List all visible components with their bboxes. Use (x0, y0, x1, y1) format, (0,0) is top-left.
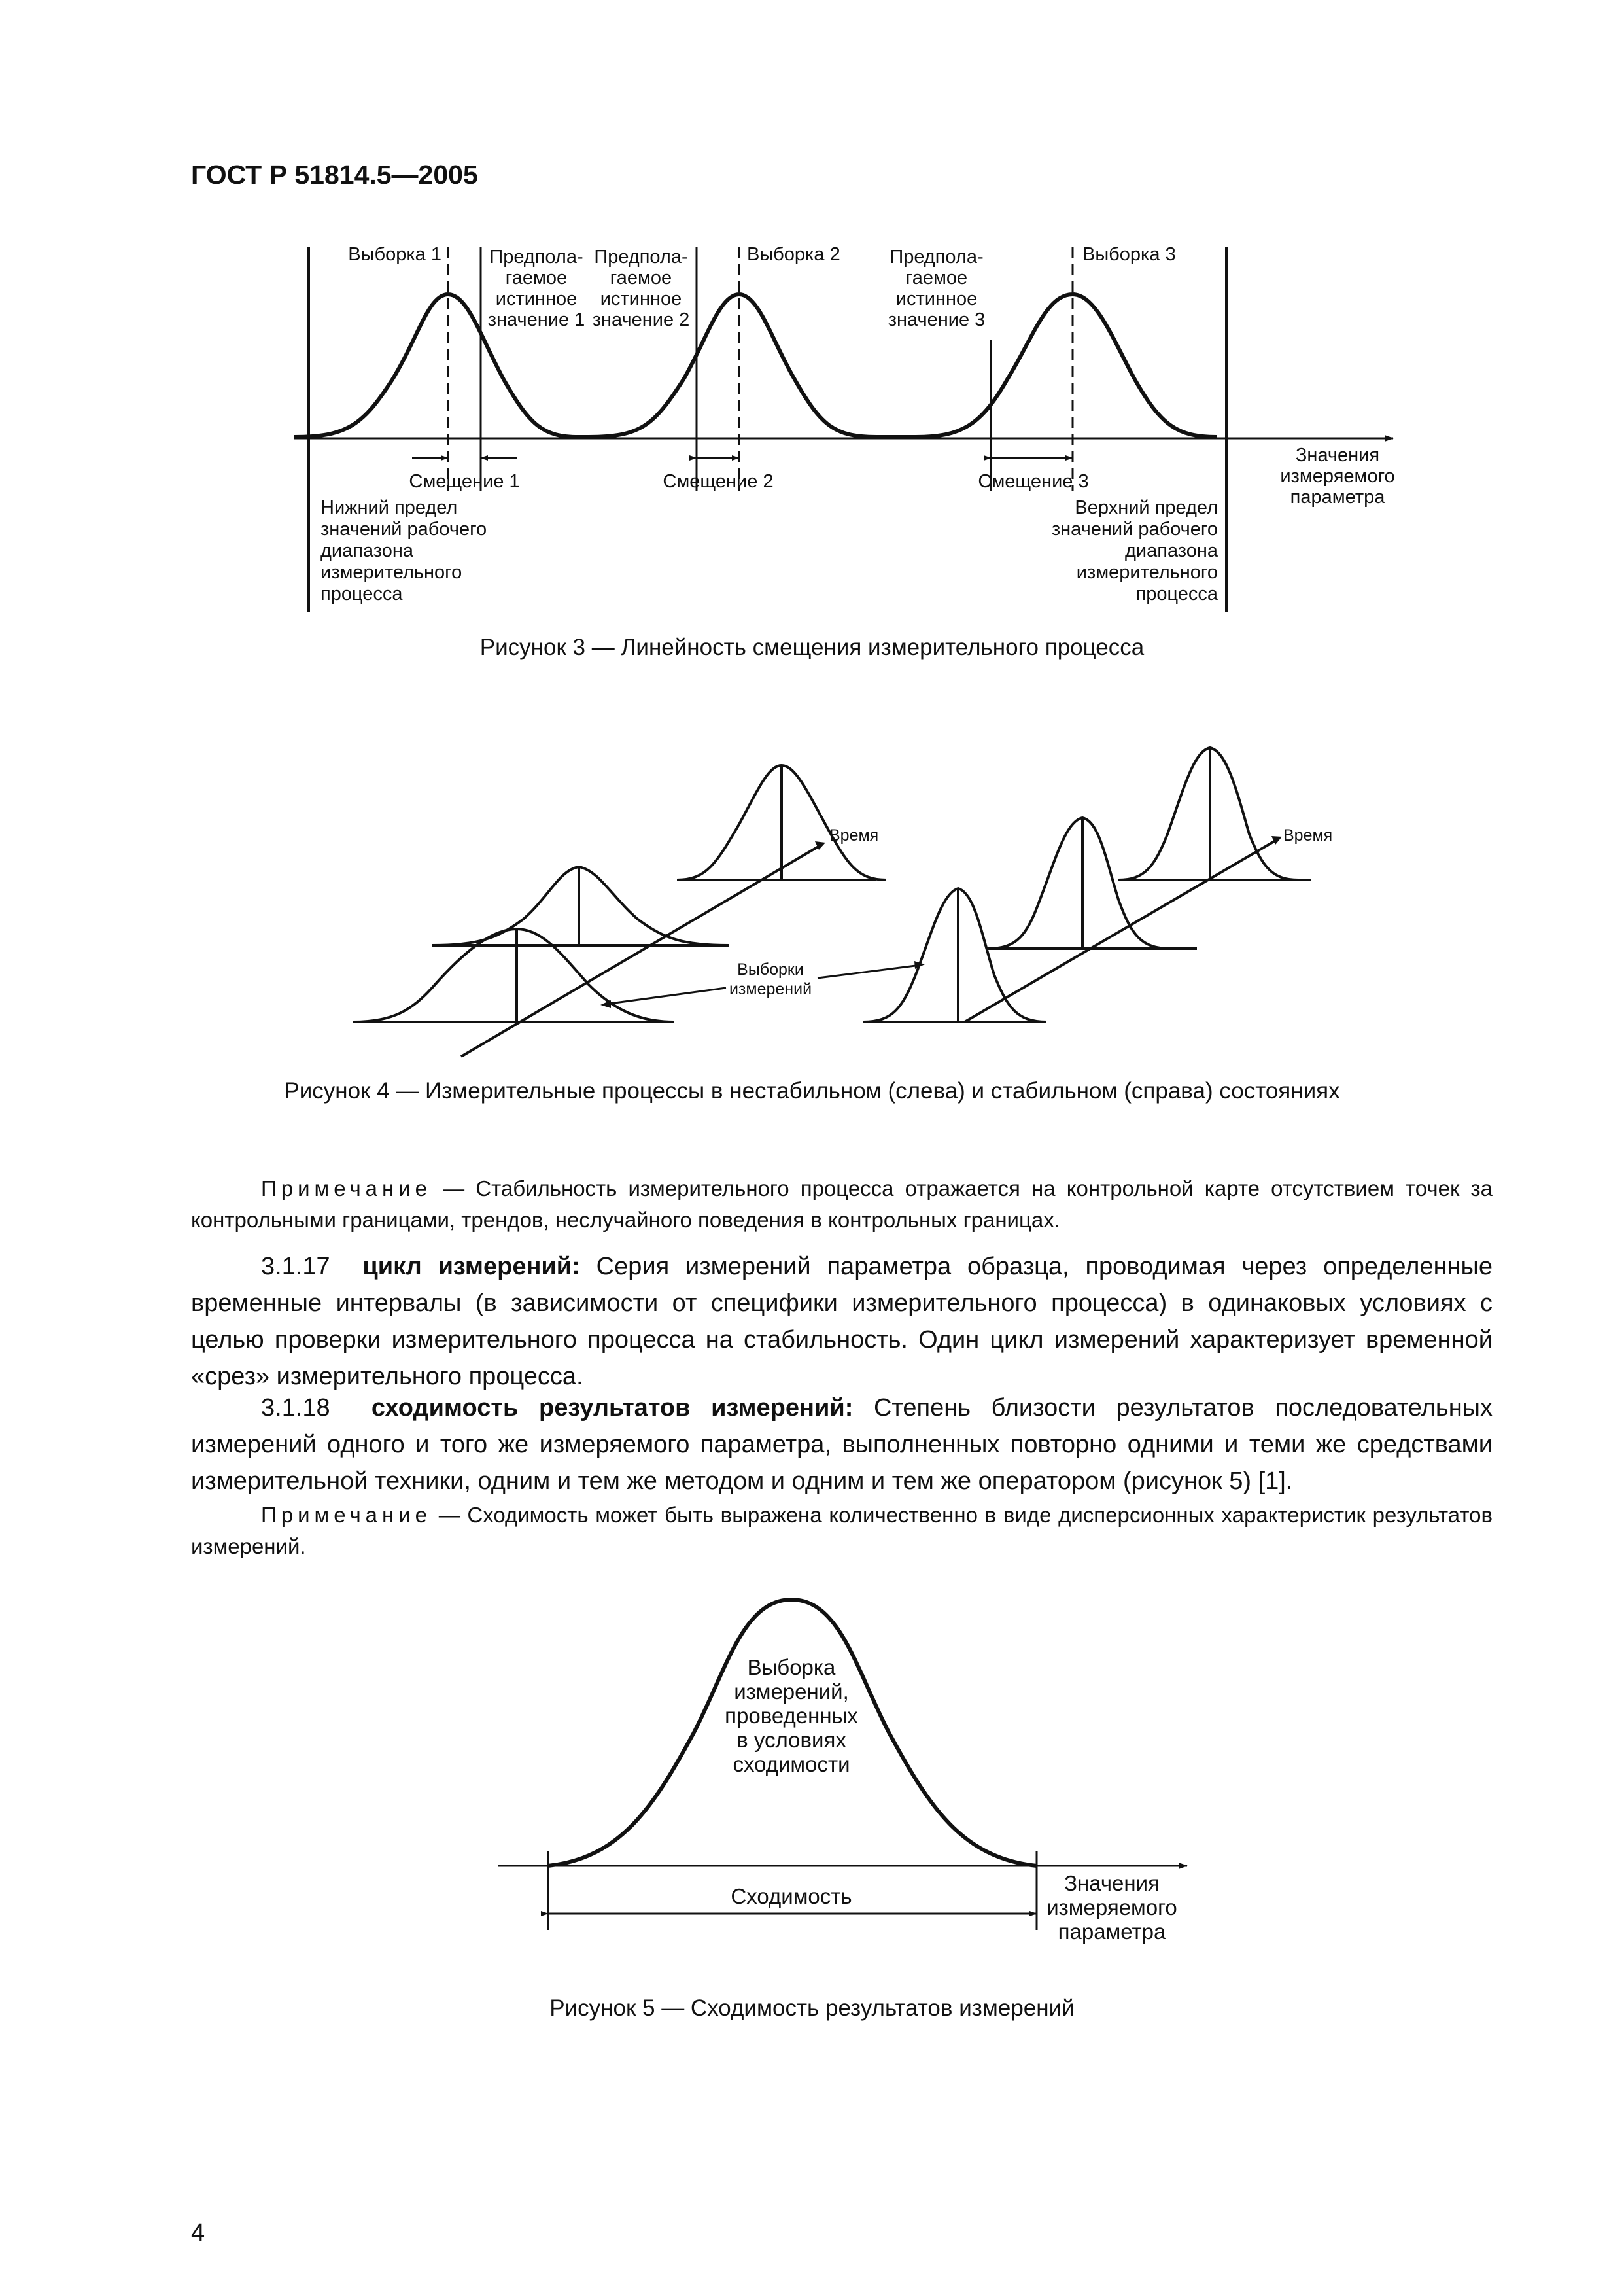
upper-limit-line5: процесса (1135, 584, 1218, 604)
sample-3-label: Выборка 3 (1082, 244, 1176, 265)
true-value-2-line3: истинное (600, 289, 682, 309)
lower-limit-line2: значений рабочего (320, 519, 487, 540)
true-value-2-line2: гаемое (610, 268, 672, 289)
samples-label-line1: Выборки (737, 960, 804, 979)
lower-limit-line5: процесса (320, 584, 403, 604)
true-value-2-line1: Предпола- (594, 247, 688, 268)
true-value-3-line3: истинное (895, 289, 978, 309)
document-code: ГОСТ Р 51814.5—2005 (191, 160, 478, 190)
fig5-axis-label-line2: измеряемого (1046, 1895, 1177, 1919)
true-value-1-line1: Предпола- (489, 247, 583, 268)
section-3-1-17-text: Серия измерений параметра образца, проводимая через определенные временные интервалы (в зависимости от специфики измерительного процесса) в одинаковых условиях с целью проверки измерительного процесса на стабильность. Один цикл измерений характеризует временной «срез» измерительного процесса. (191, 1253, 1493, 1390)
fig5-curve-label-line5: сходимости (733, 1752, 850, 1776)
true-value-1-line4: значение 1 (487, 309, 585, 330)
section-3-1-17-term: цикл измерений: (362, 1253, 580, 1280)
section-3-1-18-number: 3.1.18 (261, 1394, 330, 1422)
note-1-label: Примечание (261, 1176, 432, 1200)
true-value-3-line2: гаемое (905, 268, 968, 289)
time-label-left: Время (829, 826, 879, 845)
true-value-3-line4: значение 3 (888, 309, 986, 330)
axis-label-line2: измеряемого (1280, 466, 1395, 487)
samples-label-line2: измерений (729, 980, 812, 998)
figure-5-caption: Рисунок 5 — Сходимость результатов измерений (549, 1995, 1075, 2021)
lower-limit-line1: Нижний предел (320, 497, 458, 518)
section-3-1-18-text: Степень близости результатов последовательных измерений одного и того же измеряемого параметра, выполненных повторно одними и теми же средствами измерительной техники, одним и тем же методом и одним и тем же оператором (рисунок 5) [1]. (191, 1394, 1493, 1495)
fig5-axis-label-line3: параметра (1058, 1919, 1166, 1944)
figure-5-repeatability (0, 1570, 1624, 1976)
lower-limit-line3: диапазона (320, 540, 413, 561)
distribution-curves (294, 294, 1217, 437)
figure-4-stability (0, 720, 1624, 1086)
page-number: 4 (191, 2219, 205, 2247)
figure-3-bias-linearity (0, 0, 1624, 654)
true-value-1-line3: истинное (495, 289, 578, 309)
fig5-curve-label-line1: Выборка (747, 1655, 836, 1679)
figure-4-caption: Рисунок 4 — Измерительные процессы в нестабильном (слева) и стабильном (справа) состояниях (284, 1078, 1340, 1104)
axis-label-line3: параметра (1290, 487, 1385, 508)
section-3-1-17 (191, 1248, 1493, 1395)
note-1 (191, 1173, 1493, 1236)
figure-3-caption: Рисунок 3 — Линейность смещения измерительного процесса (479, 635, 1145, 660)
bias-1-label: Смещение 1 (409, 471, 520, 492)
upper-limit-line4: измерительного (1076, 562, 1218, 583)
axis-label-line1: Значения (1295, 445, 1380, 466)
upper-limit-line1: Верхний предел (1075, 497, 1218, 518)
bias-3-label: Смещение 3 (978, 471, 1089, 492)
section-3-1-18-term: сходимость результатов измерений: (371, 1394, 854, 1422)
upper-limit-line2: значений рабочего (1051, 519, 1218, 540)
lower-limit-line4: измерительного (320, 562, 462, 583)
fig5-axis-label-line1: Значения (1064, 1871, 1160, 1895)
true-value-2-line4: значение 2 (592, 309, 690, 330)
note-2 (191, 1499, 1493, 1562)
section-3-1-18 (191, 1390, 1493, 1499)
note-2-text: — Сходимость может быть выражена количественно в виде дисперсионных характеристик результатов измерений. (191, 1503, 1493, 1558)
sample-1-label: Выборка 1 (348, 244, 441, 265)
sample-2-label: Выборка 2 (747, 244, 840, 265)
true-value-3-line1: Предпола- (890, 247, 984, 268)
fig5-curve-label-line2: измерений, (734, 1679, 849, 1704)
fig5-range-label: Сходимость (731, 1884, 852, 1908)
time-label-right: Время (1283, 826, 1333, 845)
section-3-1-17-number: 3.1.17 (261, 1253, 330, 1280)
note-2-label: Примечание (261, 1503, 432, 1527)
fig5-curve-label-line3: проведенных (725, 1704, 858, 1728)
upper-limit-line3: диапазона (1125, 540, 1218, 561)
bias-2-label: Смещение 2 (663, 471, 774, 492)
fig5-curve-label-line4: в условиях (736, 1728, 846, 1752)
note-1-text: — Стабильность измерительного процесса отражается на контрольной карте отсутствием точек за контрольными границами, трендов, неслучайного поведения в контрольных границах. (191, 1176, 1493, 1232)
true-value-1-line2: гаемое (505, 268, 568, 289)
